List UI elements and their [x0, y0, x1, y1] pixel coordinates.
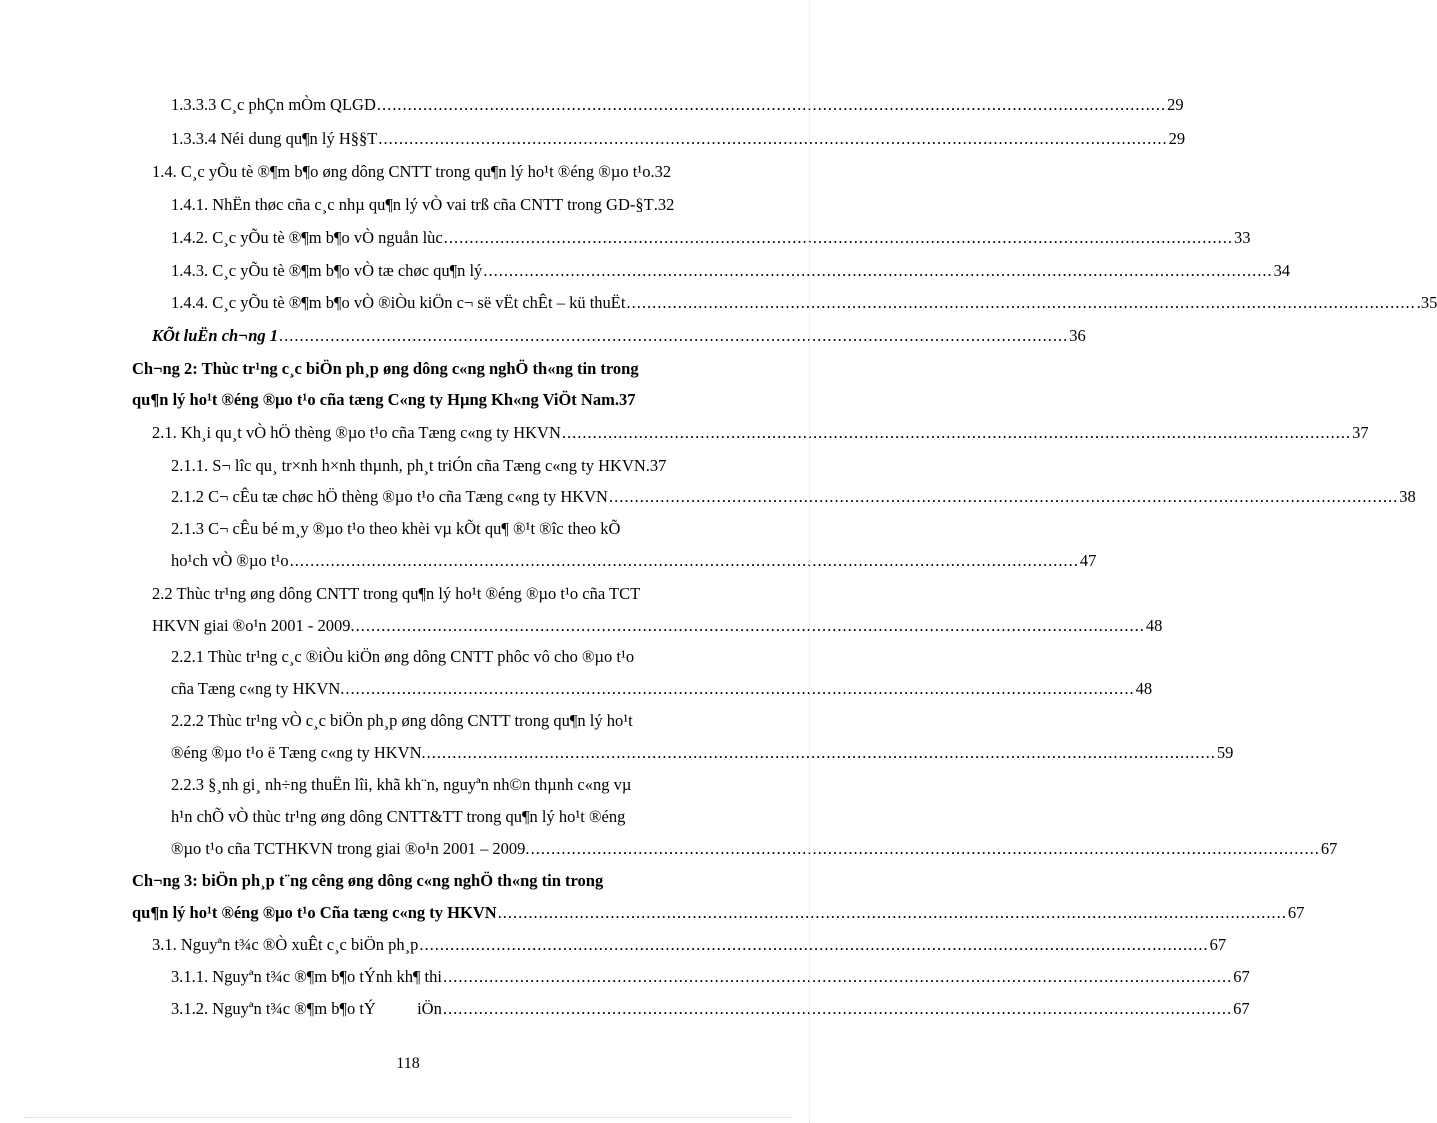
dot-leader: .......................................................................................................................................................... — [608, 487, 1399, 506]
toc-entry-2-2-1-cont: cña Tæng c«ng ty HKVN. .......................................................................................................................................................... 48 — [171, 676, 728, 702]
dot-leader: .......................................................................................................................................................... — [426, 743, 1216, 762]
toc-entry-2-2-2: 2.2.2 Thùc tr¹ng vÒ c¸c biÖn ph¸p øng dông CNTT trong qu¶n lý ho¹t — [171, 711, 633, 730]
toc-entry-2-1-1: 2.1.1. S¬ lîc qu¸ tr×nh h×nh thµnh, ph¸t triÓn cña Tæng c«ng ty HKVN .37 — [171, 456, 667, 475]
toc-chapter-2-heading: Ch¬ng 2: Thùc tr¹ng c¸c biÖn ph¸p øng dông c«ng nghÖ th«ng tin trong — [132, 359, 639, 378]
toc-entry-2-1: 2.1. Kh¸i qu¸t vÒ hÖ thèng ®µo t¹o cña Tæng c«ng ty HKVN .......................................................................................................................................................... 37 — [152, 420, 728, 446]
toc-entry-1-4-3: 1.4.3. C¸c yÕu tè ®¶m b¶o vÒ tæ chøc qu¶n lý .......................................................................................................................................................... 34 — [171, 258, 728, 284]
dot-leader: .......................................................................................................................................................... — [355, 616, 1145, 635]
dot-leader: .......................................................................................................................................................... — [497, 903, 1287, 922]
toc-chapter-3-heading-cont: qu¶n lý ho¹t ®éng ®µo t¹o Cña tæng c«ng ty HKVN .......................................................................................................................................................... 67 — [132, 900, 728, 926]
toc-entry-chapter-1-conclusion: KÕt luËn ch¬ng 1 .......................................................................................................................................................... 36 — [152, 323, 728, 349]
toc-entry-1-3-3-4: 1.3.3.4 Néi dung qu¶n lý H§§T .......................................................................................................................................................... 29 — [171, 126, 728, 152]
toc-entry-2-2-3: 2.2.3 §¸nh gi¸ nh÷ng thuËn lîi, khã kh¨n, nguyªn nh©n thµnh c«ng vµ — [171, 775, 632, 794]
toc-chapter-2-heading-cont: qu¶n lý ho¹t ®éng ®µo t¹o cña tæng C«ng ty Hµng Kh«ng ViÖt Nam .37 — [132, 390, 636, 409]
dot-leader: .......................................................................................................................................................... — [376, 95, 1167, 114]
toc-entry-1-4: 1.4. C¸c yÕu tè ®¶m b¶o øng dông CNTT trong qu¶n lý ho¹t ®éng ®µo t¹o .32 — [152, 162, 672, 181]
page-bottom-border — [24, 1117, 792, 1118]
toc-entry-2-2-3-cont2: ®µo t¹o cña TCTHKVN trong giai ®o¹n 2001 – 2009. .......................................................................................................................................................... 67 — [171, 836, 728, 862]
toc-entry-3-1-2: 3.1.2. Nguyªn t¾c ®¶m b¶o tÝ iÖn .......................................................................................................................................................... 67 — [171, 996, 728, 1022]
toc-entry-2-1-3-cont: ho¹ch vÒ ®µo t¹o .......................................................................................................................................................... 47 — [171, 548, 728, 574]
dot-leader: .......................................................................................................................................................... — [626, 293, 1416, 312]
dot-leader: .......................................................................................................................................................... — [530, 839, 1320, 858]
toc-entry-1-4-4: 1.4.4. C¸c yÕu tè ®¶m b¶o vÒ ®iÒu kiÖn c¬ së vËt chÊt – kü thuËt .......................................................................................................................................................... .35 — [171, 290, 728, 316]
page-number: 118 — [396, 1055, 420, 1072]
dot-leader: .......................................................................................................................................................... — [443, 228, 1233, 247]
dot-leader: .......................................................................................................................................................... — [345, 679, 1135, 698]
toc-entry-2-2-cont: HKVN giai ®o¹n 2001 - 2009. .......................................................................................................................................................... 48 — [152, 613, 728, 639]
toc-entry-2-2-1: 2.2.1 Thùc tr¹ng c¸c ®iÒu kiÖn øng dông CNTT phôc vô cho ®µo t¹o — [171, 647, 635, 666]
toc-entry-2-2: 2.2 Thùc tr¹ng øng dông CNTT trong qu¶n lý ho¹t ®éng ®µo t¹o cña TCT — [152, 584, 641, 603]
toc-chapter-3-heading: Ch¬ng 3: biÖn ph¸p t¨ng cêng øng dông c«ng nghÖ th«ng tin trong — [132, 871, 604, 890]
toc-entry-1-4-1: 1.4.1. NhËn thøc cña c¸c nhµ qu¶n lý vÒ vai trß cña CNTT trong GD-§T .32 — [171, 195, 675, 214]
dot-leader: .......................................................................................................................................................... — [279, 326, 1069, 345]
dot-leader: .......................................................................................................................................................... — [561, 423, 1352, 442]
dot-leader: .......................................................................................................................................................... — [378, 129, 1168, 148]
toc-entry-3-1: 3.1. Nguyªn t¾c ®Ò xuÊt c¸c biÖn ph¸p .......................................................................................................................................................... 67 — [152, 932, 728, 958]
toc-entry-3-1-1: 3.1.1. Nguyªn t¾c ®¶m b¶o tÝnh kh¶ thi .......................................................................................................................................................... 67 — [171, 964, 728, 990]
toc-entry-1-4-2: 1.4.2. C¸c yÕu tè ®¶m b¶o vÒ nguån lùc .......................................................................................................................................................... 33 — [171, 225, 728, 251]
toc-entry-2-2-2-cont: ®éng ®µo t¹o ë Tæng c«ng ty HKVN. .......................................................................................................................................................... 59 — [171, 740, 728, 766]
dot-leader: .......................................................................................................................................................... — [419, 935, 1209, 954]
dot-leader: .......................................................................................................................................................... — [442, 999, 1233, 1018]
dot-leader: .......................................................................................................................................................... — [289, 551, 1079, 570]
toc-entry-1-3-3-3: 1.3.3.3 C¸c phÇn mÒm QLGD .......................................................................................................................................................... 29 — [171, 92, 728, 118]
toc-entry-2-1-3: 2.1.3 C¬ cÊu bé m¸y ®µo t¹o theo khèi vµ kÕt qu¶ ®¹t ®îc theo kÕ — [171, 519, 621, 538]
dot-leader: .......................................................................................................................................................... — [442, 967, 1233, 986]
dot-leader: .......................................................................................................................................................... — [483, 261, 1273, 280]
toc-entry-2-2-3-cont: h¹n chÕ vÒ thùc tr¹ng øng dông CNTT&TT trong qu¶n lý ho¹t ®éng — [171, 807, 626, 826]
toc-entry-2-1-2: 2.1.2 C¬ cÊu tæ chøc hÖ thèng ®µo t¹o cña Tæng c«ng ty HKVN .......................................................................................................................................................... 38 — [171, 484, 728, 510]
page-right-border — [809, 0, 810, 1123]
